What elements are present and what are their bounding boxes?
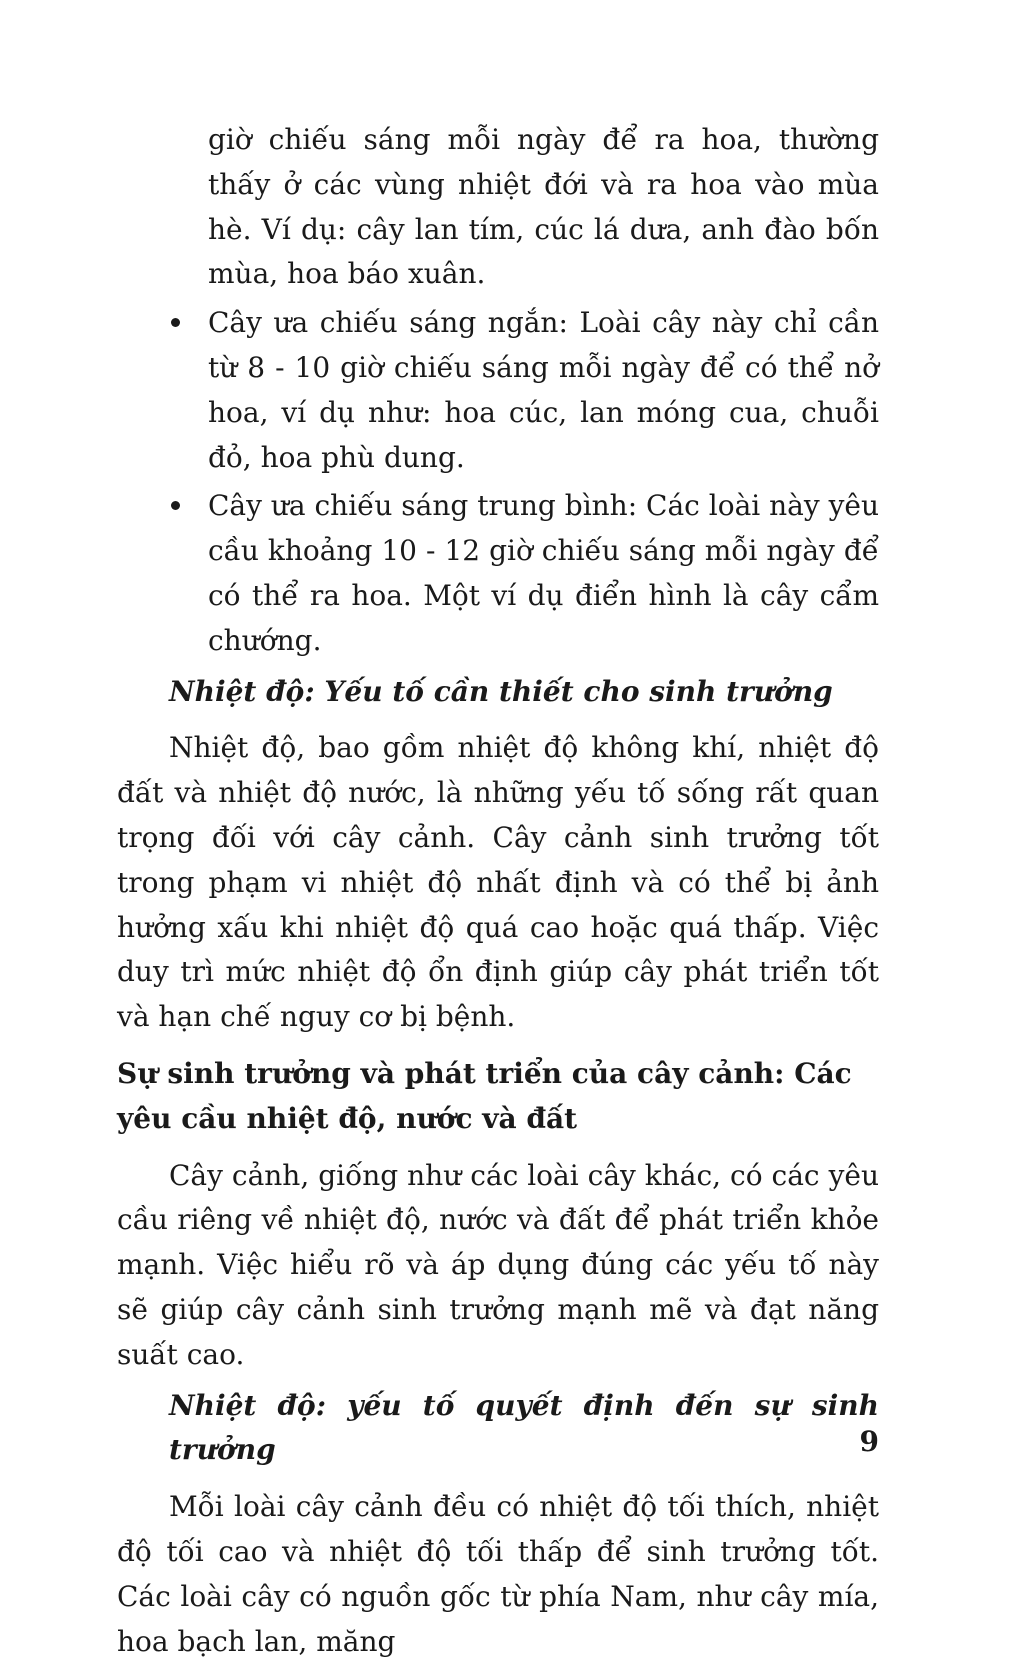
bullet-text: Cây ưa chiếu sáng ngắn: Loài cây này chỉ cần từ 8 - 10 giờ chiếu sáng mỗi ngày để có thể nở hoa, ví dụ như: hoa cúc, lan móng cua, chuỗi đỏ, hoa phù dung. (208, 306, 879, 474)
subheading-temperature-growth: Nhiệt độ: Yếu tố cần thiết cho sinh trưởng (169, 674, 833, 708)
paragraph-temperature: Nhiệt độ, bao gồm nhiệt độ không khí, nhiệt độ đất và nhiệt độ nước, là những yếu tố sống rất quan trọng đối với cây cảnh. Cây cảnh sinh trưởng tốt trong phạm vi nhiệt độ nhất định và có thể bị ảnh hưởng xấu khi nhiệt độ quá cao hoặc quá thấp. Việc duy trì mức nhiệt độ ổn định giúp cây phát triển tốt và hạn chế nguy cơ bị bệnh. (117, 731, 879, 1034)
subheading-temperature-decisive: Nhiệt độ: yếu tố quyết định đến sự sinh trưởng (169, 1388, 879, 1467)
bullet-item-medium-light (117, 484, 879, 663)
bullet-text: Cây ưa chiếu sáng trung bình: Các loài này yêu cầu khoảng 10 - 12 giờ chiếu sáng mỗi ngày để có thể ra hoa. Một ví dụ điển hình là cây cẩm chướng. (208, 489, 879, 657)
bullet-list (117, 301, 879, 663)
bullet-item-short-light (117, 301, 879, 480)
bullet-dot-icon (171, 318, 180, 327)
continuation-paragraph: giờ chiếu sáng mỗi ngày để ra hoa, thường thấy ở các vùng nhiệt đới và ra hoa vào mùa hè. Ví dụ: cây lan tím, cúc lá dưa, anh đào bốn mùa, hoa báo xuân. (208, 123, 879, 291)
section-title: Sự sinh trưởng và phát triển của cây cảnh: Các yêu cầu nhiệt độ, nước và đất (117, 1056, 852, 1135)
paragraph-optimal-temperature: Mỗi loài cây cảnh đều có nhiệt độ tối thích, nhiệt độ tối cao và nhiệt độ tối thấp để sinh trưởng tốt. Các loài cây có nguồn gốc từ phía Nam, như cây mía, hoa bạch lan, măng (117, 1490, 879, 1658)
bullet-dot-icon (171, 501, 180, 510)
page-number: 9 (859, 1425, 879, 1458)
page-content (117, 118, 879, 1664)
paragraph-requirements: Cây cảnh, giống như các loài cây khác, có các yêu cầu riêng về nhiệt độ, nước và đất để phát triển khỏe mạnh. Việc hiểu rõ và áp dụng đúng các yếu tố này sẽ giúp cây cảnh sinh trưởng mạnh mẽ và đạt năng suất cao. (117, 1158, 879, 1371)
